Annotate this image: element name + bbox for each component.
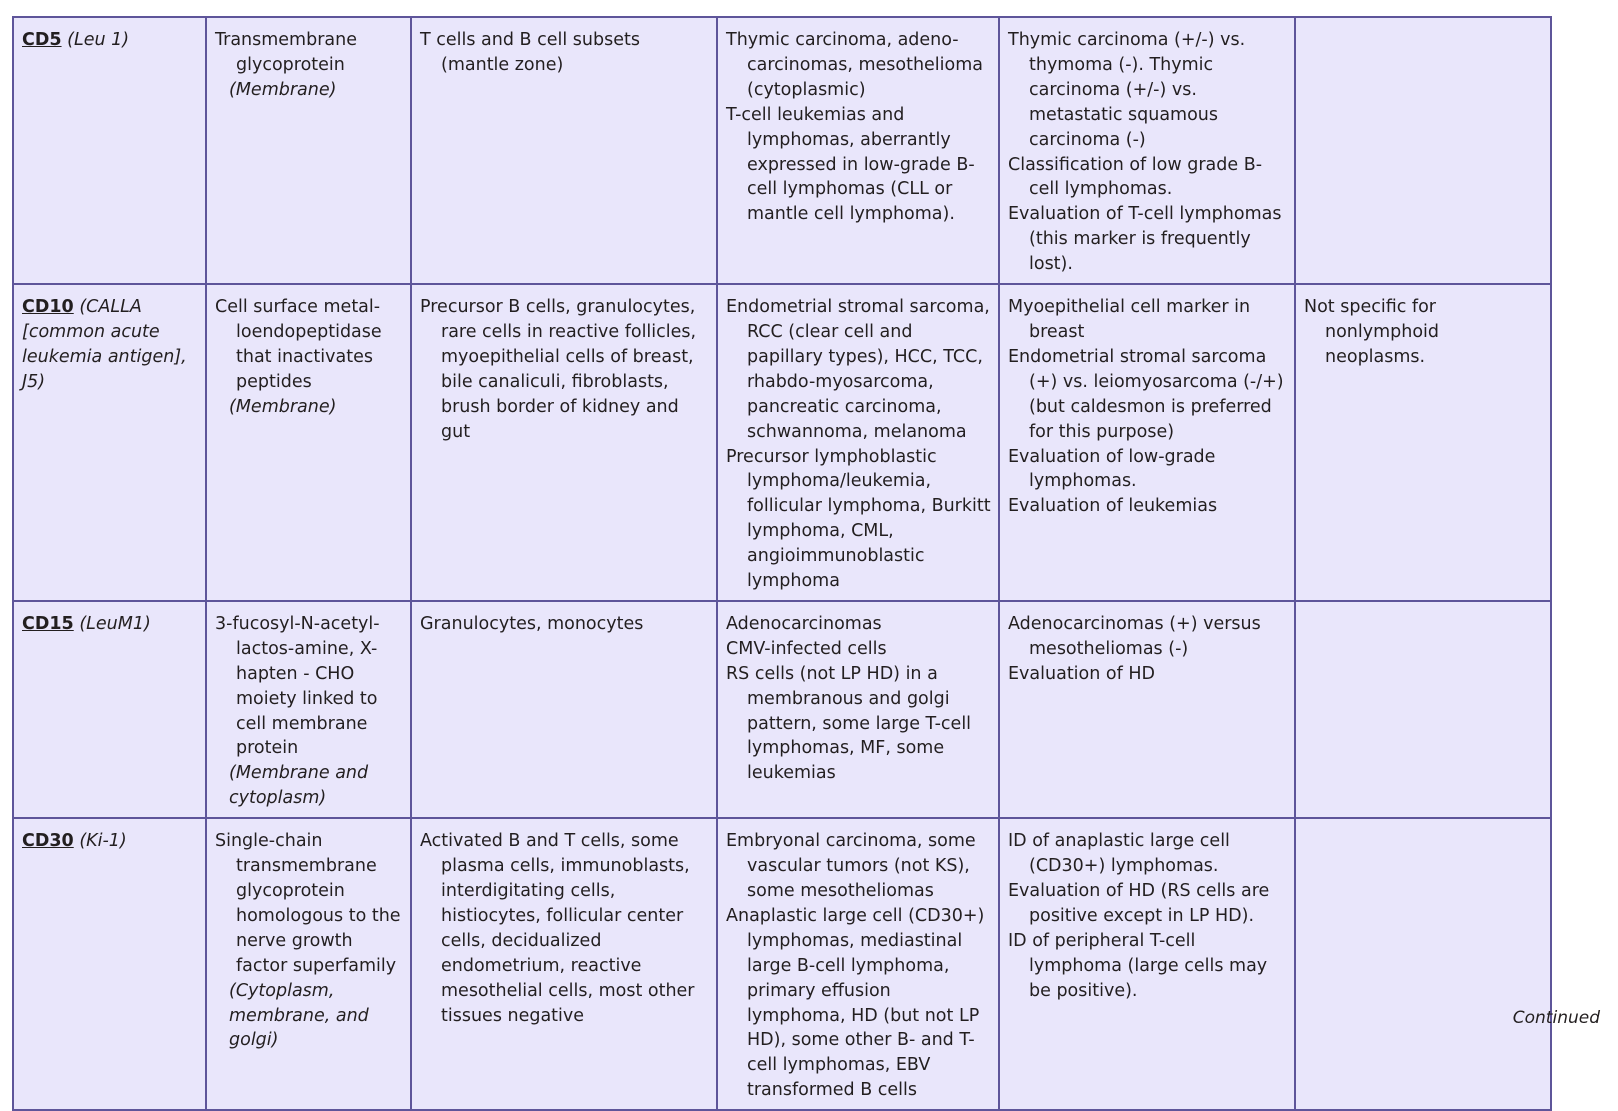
tumor-cell — [717, 601, 999, 818]
table-row — [13, 818, 1551, 1110]
normal-tissue-text: Precursor B cells, granulocytes, rare cells in reactive follicles, myoepithelial cells of breast, bile canaliculi, fibroblasts, brush border of kidney and gut — [420, 297, 697, 442]
tumor-cell — [717, 818, 999, 1110]
tumor-text: T-cell leukemias and lymphomas, aberrantly expressed in low-grade B-cell lymphomas (CLL or mantle cell lymphoma). — [726, 104, 975, 225]
tumor-text: Adenocarcinomas — [726, 613, 882, 634]
uses-cell — [999, 601, 1295, 818]
marker-cell — [13, 284, 206, 601]
marker-alias: (LeuM1) — [79, 613, 151, 634]
uses-text: Evaluation of HD — [1008, 663, 1155, 684]
marker-name: CD30 — [22, 831, 74, 852]
table-row — [13, 601, 1551, 818]
antigen-location: (Membrane) — [229, 79, 337, 100]
table-row — [13, 17, 1551, 284]
tumor-text: RS cells (not LP HD) in a membranous and golgi pattern, some large T-cell lymphomas, MF, some leukemias — [726, 663, 972, 784]
normal-tissue-cell — [411, 17, 717, 284]
antigen-cell — [206, 284, 411, 601]
tumor-cell — [717, 284, 999, 601]
notes-cell — [1295, 17, 1551, 284]
uses-text: ID of peripheral T-cell lymphoma (large cells may be positive). — [1008, 930, 1268, 1001]
antigen-location: (Membrane and cytoplasm) — [229, 763, 369, 809]
antigen-cell — [206, 17, 411, 284]
tumor-text: Anaplastic large cell (CD30+) lymphomas, mediastinal large B-cell lymphoma, primary effusion lymphoma, HD (but not LP HD), some other B- and T-cell lymphomas, EBV transformed B cells — [726, 905, 985, 1101]
notes-text: Not specific for nonlymphoid neoplasms. — [1304, 297, 1440, 367]
uses-text: Myoepithelial cell marker in breast — [1008, 297, 1251, 342]
notes-cell — [1295, 601, 1551, 818]
tumor-text: CMV-infected cells — [726, 638, 887, 659]
uses-cell — [999, 818, 1295, 1110]
normal-tissue-cell — [411, 601, 717, 818]
immunomarker-table — [12, 16, 1552, 1111]
normal-tissue-text: Granulocytes, monocytes — [420, 613, 644, 634]
antigen-location: (Cytoplasm, membrane, and golgi) — [229, 980, 369, 1051]
marker-alias: (CALLA [common acute leukemia antigen], J5) — [22, 297, 187, 392]
tumor-text: Endometrial stromal sarcoma, RCC (clear cell and papillary types), HCC, TCC, rhabdo-myosarcoma, pancreatic carcinoma, schwannoma, melanoma — [726, 297, 990, 442]
normal-tissue-text: Activated B and T cells, some plasma cells, immunoblasts, interdigitating cells, histiocytes, follicular center cells, decidualized endometrium, reactive mesothelial cells, most other tissues negative — [420, 831, 695, 1026]
tumor-text: Precursor lymphoblastic lymphoma/leukemia, follicular lymphoma, Burkitt lymphoma, CML, angioimmunoblastic lymphoma — [726, 446, 991, 592]
marker-cell — [13, 818, 206, 1110]
marker-name: CD15 — [22, 613, 74, 634]
table-body — [13, 17, 1551, 1110]
uses-text: Endometrial stromal sarcoma (+) vs. leiomyosarcoma (-/+) (but caldesmon is preferred for this purpose) — [1008, 346, 1284, 442]
antigen-text: 3-fucosyl-N-acetyl-lactos-amine, X-hapten - CHO moiety linked to cell membrane protein — [215, 613, 380, 759]
normal-tissue-cell — [411, 284, 717, 601]
continued-label: Continued — [1512, 1008, 1600, 1028]
marker-alias: (Ki-1) — [79, 831, 127, 852]
antigen-cell — [206, 818, 411, 1110]
uses-text: Evaluation of low-grade lymphomas. — [1008, 446, 1216, 492]
uses-cell — [999, 17, 1295, 284]
marker-cell — [13, 17, 206, 284]
tumor-text: Embryonal carcinoma, some vascular tumors (not KS), some mesotheliomas — [726, 831, 976, 901]
normal-tissue-cell — [411, 818, 717, 1110]
uses-text: Evaluation of HD (RS cells are positive except in LP HD). — [1008, 881, 1270, 926]
antigen-location: (Membrane) — [229, 396, 337, 417]
uses-cell — [999, 284, 1295, 601]
antigen-text: Single-chain transmembrane glycoprotein homologous to the nerve growth factor superfamily — [215, 831, 401, 976]
marker-cell — [13, 601, 206, 818]
uses-text: Thymic carcinoma (+/-) vs. thymoma (-). Thymic carcinoma (+/-) vs. metastatic squamous carcinoma (-) — [1008, 30, 1246, 150]
uses-text: Evaluation of T-cell lymphomas (this marker is frequently lost). — [1008, 204, 1282, 275]
notes-cell — [1295, 284, 1551, 601]
antigen-text: Transmembrane glycoprotein — [215, 30, 357, 75]
antigen-cell — [206, 601, 411, 818]
notes-cell — [1295, 818, 1551, 1110]
marker-alias: (Leu 1) — [67, 30, 130, 50]
uses-text: Evaluation of leukemias — [1008, 496, 1218, 517]
antigen-text: Cell surface metal-loendopeptidase that inactivates peptides — [215, 297, 382, 392]
tumor-cell — [717, 17, 999, 284]
uses-text: Adenocarcinomas (+) versus mesotheliomas (-) — [1008, 613, 1261, 659]
tumor-text: Thymic carcinoma, adeno-carcinomas, mesothelioma (cytoplasmic) — [726, 30, 984, 100]
uses-text: Classification of low grade B-cell lymphomas. — [1008, 154, 1263, 200]
table-row — [13, 284, 1551, 601]
marker-name: CD5 — [22, 30, 62, 50]
normal-tissue-text: T cells and B cell subsets (mantle zone) — [420, 30, 640, 75]
marker-name: CD10 — [22, 297, 74, 318]
uses-text: ID of anaplastic large cell (CD30+) lymphomas. — [1008, 831, 1230, 877]
